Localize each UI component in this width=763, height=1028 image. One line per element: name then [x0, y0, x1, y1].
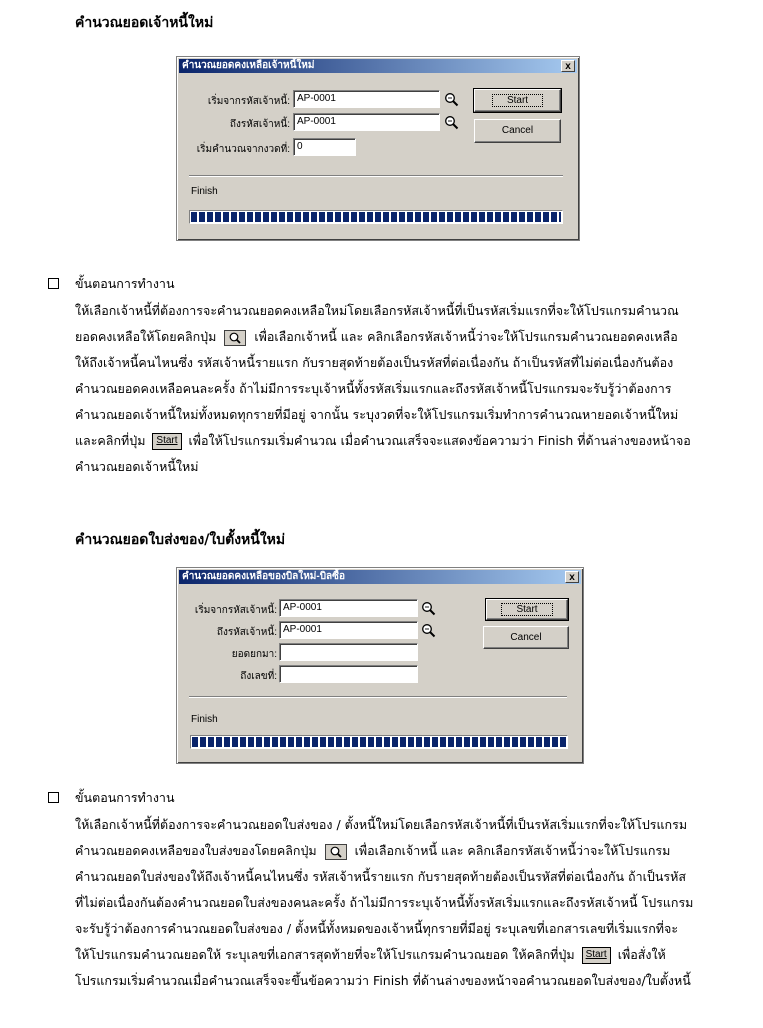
- paragraph-text: ยอดคงเหลือให้โดยคลิกปุ่ม: [75, 329, 217, 344]
- close-button[interactable]: x: [565, 571, 579, 583]
- paragraph-text: ให้โปรแกรมคำนวณยอดให้ ระบุเลขที่เอกสารสุดท้ายที่จะให้โปรแกรมคำนวณยอด ให้คลิกที่ปุ่ม: [75, 947, 575, 962]
- from-creditor-lookup-button[interactable]: [419, 599, 437, 617]
- bullet-checkbox-icon: [48, 792, 59, 803]
- magnifier-icon: [421, 601, 436, 616]
- paragraph-line: ให้เลือกเจ้าหนี้ที่ต้องการจะคำนวณยอดคงเหลือใหม่โดยเลือกรหัสเจ้าหนี้ที่เป็นรหัสเริ่มแรกที่จะให้โปรแกรมคำนวณ: [75, 303, 679, 318]
- start-button-inline-image: Start: [582, 947, 611, 964]
- paragraph-text: และคลิกที่ปุ่ม: [75, 433, 146, 448]
- magnifier-button-icon: [325, 844, 347, 860]
- dialog-titlebar: [179, 570, 581, 584]
- start-button-label: Start: [492, 94, 543, 107]
- period-input[interactable]: 0: [293, 138, 356, 156]
- to-creditor-input[interactable]: AP-0001: [279, 621, 418, 639]
- paragraph-line: คำนวณยอดใบส่งของให้ถึงเจ้าหนี้คนไหนซึ่ง รหัสเจ้าหนี้รายแรก กับรายสุดท้ายต้องเป็นรหัสที่ต่อเนื่องกัน ถ้าเป็นรหัส: [75, 869, 686, 884]
- steps-paragraph: [75, 812, 725, 994]
- status-text: Finish: [191, 714, 218, 725]
- start-button-inline-image: Start: [152, 433, 181, 450]
- doc-from-label: ยอดยกมา:: [231, 649, 277, 660]
- section-heading-recalc-invoices: คำนวณยอดใบส่งของ/ใบตั้งหนี้ใหม่: [75, 532, 286, 548]
- to-creditor-lookup-button[interactable]: [419, 621, 437, 639]
- paragraph-text: เพื่อสั่งให้: [617, 947, 666, 962]
- from-creditor-label: เริ่มจากรหัสเจ้าหนี้:: [207, 96, 290, 107]
- from-creditor-input[interactable]: AP-0001: [279, 599, 418, 617]
- paragraph-text: เพื่อให้โปรแกรมเริ่มคำนวณ เมื่อคำนวณเสร็จจะแสดงข้อความว่า Finish ที่ด้านล่างของหน้าจอ: [188, 433, 691, 448]
- to-creditor-lookup-button[interactable]: [442, 113, 460, 131]
- progress-bar-fill: [192, 737, 566, 747]
- start-button-label: Start: [501, 603, 552, 616]
- status-text: Finish: [191, 186, 218, 197]
- magnifier-icon: [444, 115, 459, 130]
- paragraph-line: คำนวณยอดคงเหลือคนละครั้ง ถ้าไม่มีการระบุเจ้าหนี้ทั้งรหัสเริ่มแรกและถึงรหัสเจ้าหนี้โปรแกรมจะรับรู้ว่าต้องการ: [75, 381, 672, 396]
- from-creditor-label: เริ่มจากรหัสเจ้าหนี้:: [194, 605, 277, 616]
- to-creditor-input[interactable]: AP-0001: [293, 113, 440, 131]
- paragraph-line: คำนวณยอดเจ้าหนี้ใหม่: [75, 459, 199, 474]
- steps-title: ขั้นตอนการทำงาน: [75, 790, 175, 805]
- cancel-button[interactable]: Cancel: [483, 626, 569, 649]
- magnifier-button-icon: [224, 330, 246, 346]
- doc-from-input[interactable]: [279, 643, 418, 661]
- progress-bar-fill: [191, 212, 561, 222]
- paragraph-line: [75, 324, 725, 350]
- steps-paragraph: [75, 298, 725, 480]
- paragraph-line: [75, 942, 725, 968]
- start-button[interactable]: [486, 599, 568, 620]
- dialog-title: คำนวณยอดคงเหลือของบิลใหม่-บิลซื้อ: [182, 571, 345, 582]
- magnifier-icon: [444, 92, 459, 107]
- to-creditor-label: ถึงรหัสเจ้าหนี้:: [229, 119, 290, 130]
- to-creditor-label: ถึงรหัสเจ้าหนี้:: [216, 627, 277, 638]
- paragraph-line: ให้เลือกเจ้าหนี้ที่ต้องการจะคำนวณยอดใบส่งของ / ตั้งหนี้ใหม่โดยเลือกรหัสเจ้าหนี้ที่เป็นรหัสเริ่มแรกที่จะให้โปรแกรม: [75, 817, 688, 832]
- separator: [189, 175, 563, 177]
- steps-title: ขั้นตอนการทำงาน: [75, 276, 175, 291]
- from-creditor-input[interactable]: AP-0001: [293, 90, 440, 108]
- bullet-checkbox-icon: [48, 278, 59, 289]
- dialog-title: คำนวณยอดคงเหลือเจ้าหนี้ใหม่: [182, 60, 315, 71]
- recalc-invoice-dialog: [176, 567, 584, 764]
- cancel-button[interactable]: Cancel: [474, 119, 561, 143]
- magnifier-icon: [421, 623, 436, 638]
- paragraph-text: คำนวณยอดคงเหลือของใบส่งของโดยคลิกปุ่ม: [75, 843, 317, 858]
- close-button[interactable]: x: [561, 60, 575, 72]
- progress-bar: [189, 210, 563, 224]
- paragraph-line: คำนวณยอดเจ้าหนี้ใหม่ทั้งหมดทุกรายที่มีอยู่ จากนั้น ระบุงวดที่จะให้โปรแกรมเริ่มทำการคำนวณหายอดเจ้าหนี้ใหม่: [75, 407, 679, 422]
- period-label: เริ่มคำนวณจากงวดที่:: [196, 144, 290, 155]
- progress-bar: [190, 735, 568, 749]
- paragraph-line: ให้ถึงเจ้าหนี้คนไหนซึ่ง รหัสเจ้าหนี้รายแรก กับรายสุดท้ายต้องเป็นรหัสที่ต่อเนื่องกัน ถ้าเป็นรหัสที่ไม่ต่อเนื่องกันต้อง: [75, 355, 674, 370]
- section-heading-recalc-creditor: คำนวณยอดเจ้าหนี้ใหม่: [75, 15, 214, 31]
- paragraph-text: เพื่อเลือกเจ้าหนี้ และ คลิกเลือกรหัสเจ้าหนี้ว่าจะให้โปรแกรมคำนวณยอดคงเหลือ: [254, 329, 678, 344]
- from-creditor-lookup-button[interactable]: [442, 90, 460, 108]
- doc-to-label: ถึงเลขที่:: [240, 671, 277, 682]
- paragraph-line: ที่ไม่ต่อเนื่องกันต้องคำนวณยอดใบส่งของคนละครั้ง ถ้าไม่มีการระบุเจ้าหนี้ทั้งรหัสเริ่มแรกและถึงรหัสเจ้าหนี้ โปรแกรม: [75, 895, 694, 910]
- start-button[interactable]: [474, 89, 561, 112]
- paragraph-text: เพื่อเลือกเจ้าหนี้ และ คลิกเลือกรหัสเจ้าหนี้ว่าจะให้โปรแกรม: [354, 843, 671, 858]
- paragraph-line: โปรแกรมเริ่มคำนวณเมื่อคำนวณเสร็จจะขึ้นข้อความว่า Finish ที่ด้านล่างของหน้าจอคำนวณยอดใบส่งของ/ใบตั้งหนี้: [75, 973, 691, 988]
- paragraph-line: [75, 428, 725, 454]
- dialog-titlebar: [179, 59, 577, 73]
- separator: [189, 696, 567, 698]
- doc-to-input[interactable]: [279, 665, 418, 683]
- paragraph-line: [75, 838, 725, 864]
- paragraph-line: จะรับรู้ว่าต้องการคำนวณยอดใบส่งของ / ตั้งหนี้ทั้งหมดของเจ้าหนี้ทุกรายที่มีอยู่ ระบุเลขที่เอกสารเลขที่เริ่มแรกที่จะ: [75, 921, 679, 936]
- recalc-creditor-dialog: [176, 56, 580, 241]
